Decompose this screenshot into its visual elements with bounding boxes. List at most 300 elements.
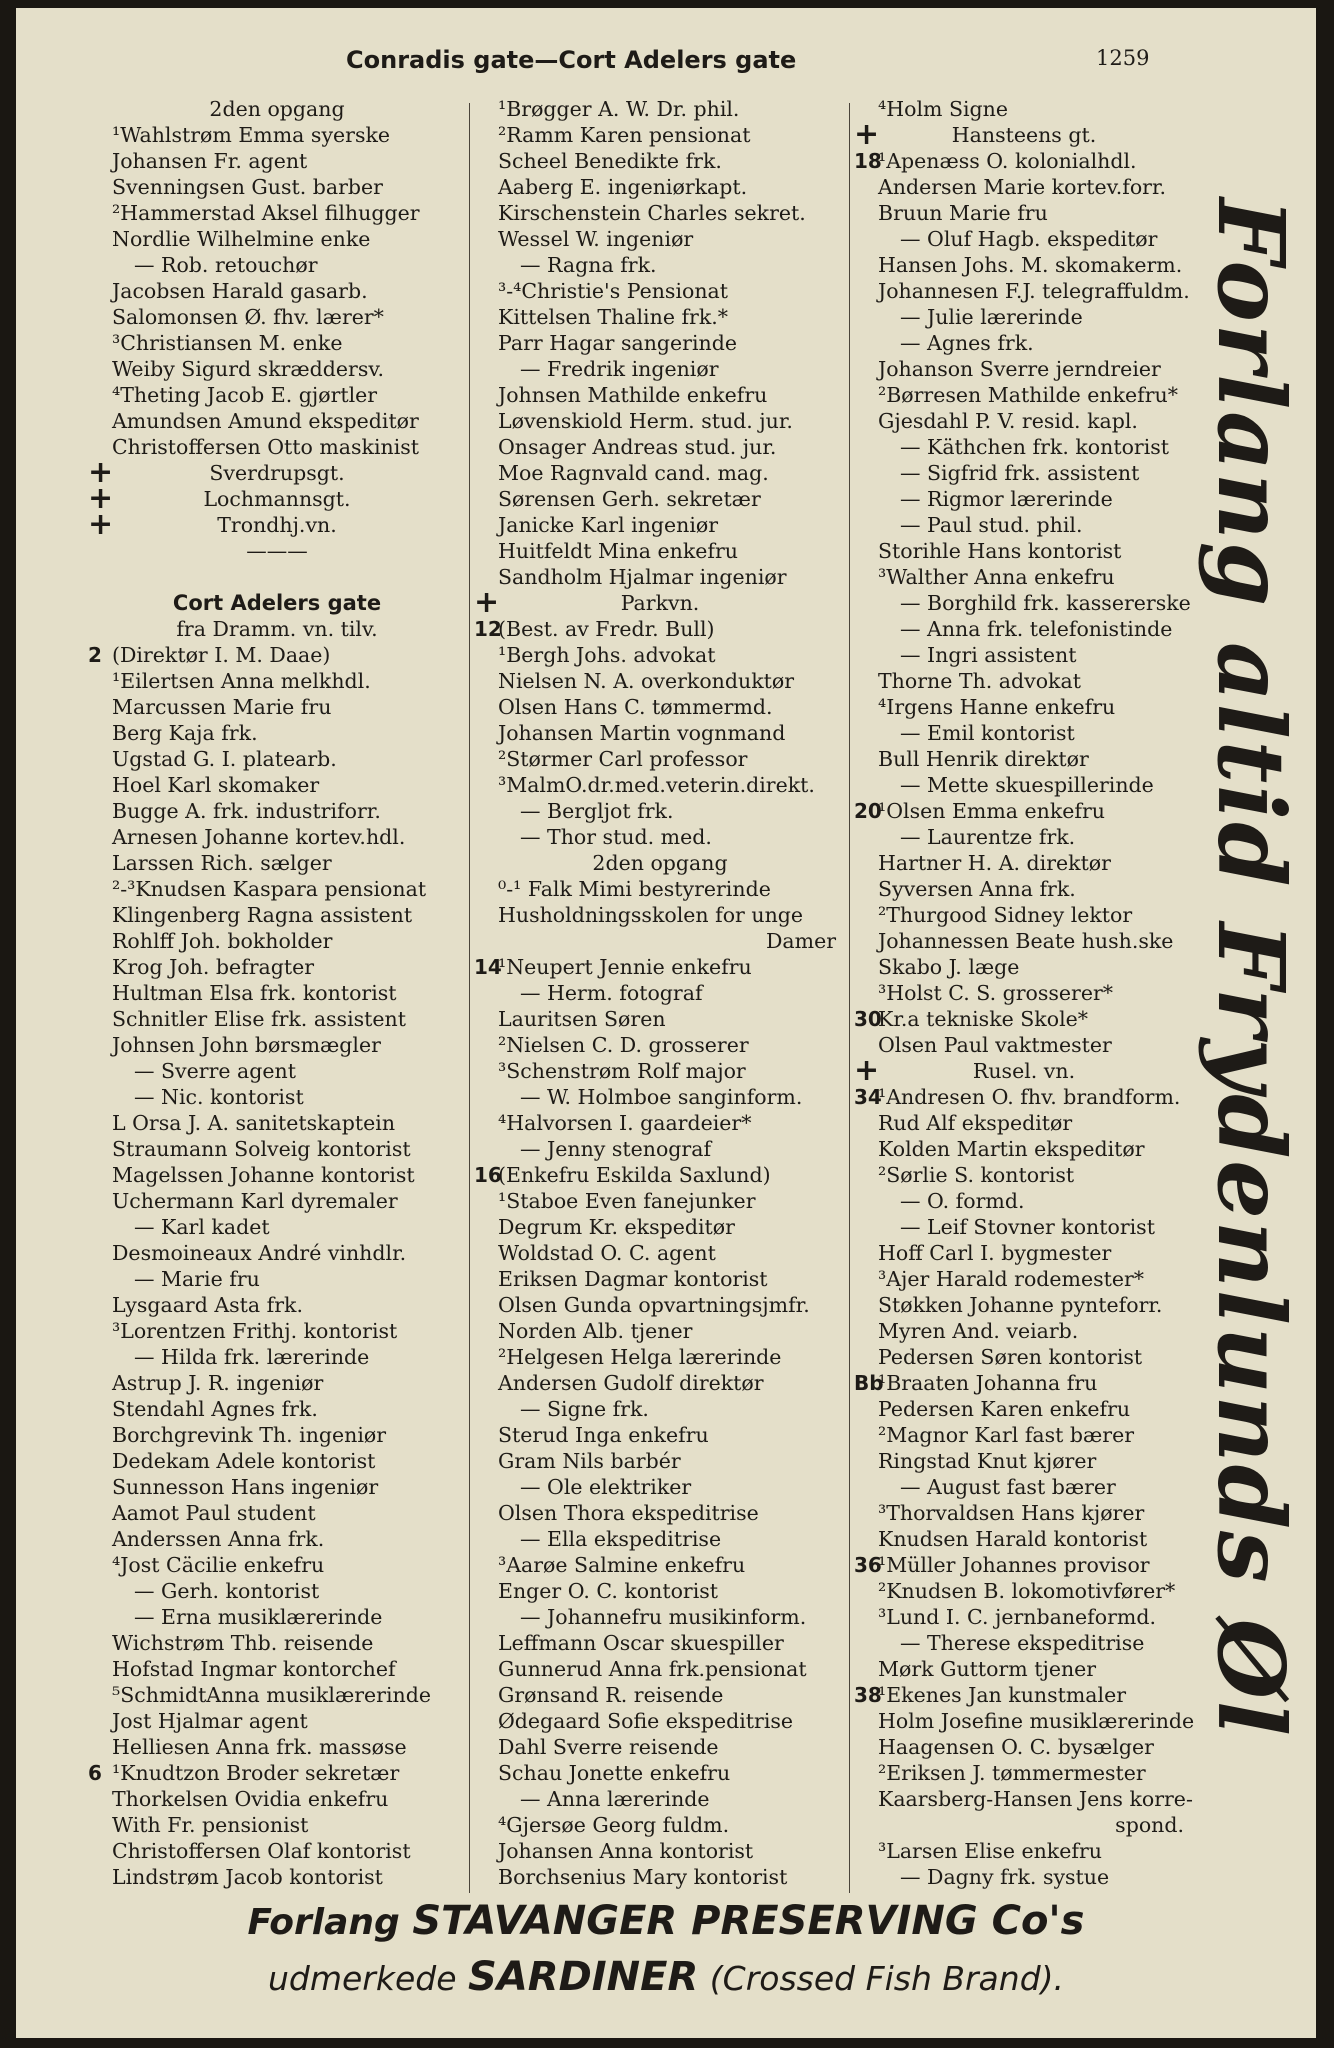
entry-text: — Leif Stovner kontorist bbox=[900, 1215, 1155, 1239]
directory-entry bbox=[88, 1786, 466, 1812]
directory-entry bbox=[88, 1734, 466, 1760]
directory-entry bbox=[88, 980, 466, 1006]
directory-entry bbox=[88, 278, 466, 304]
directory-entry bbox=[854, 1864, 1194, 1890]
column-2 bbox=[474, 96, 846, 1896]
footer-ad-line-1 bbox=[16, 1898, 1316, 1944]
house-number: 2 bbox=[88, 643, 102, 667]
house-number: 30 bbox=[854, 1007, 882, 1031]
entry-text: Svenningsen Gust. barber bbox=[112, 175, 383, 199]
entry-text: Hansteens gt. bbox=[951, 123, 1097, 147]
entry-text: — Bergljot frk. bbox=[520, 799, 674, 823]
entry-text: Johannesen F.J. telegraffuldm. bbox=[878, 279, 1190, 303]
entry-text: ¹Andresen O. fhv. brandform. bbox=[878, 1085, 1181, 1109]
entry-text: Hultman Elsa frk. kontorist bbox=[112, 981, 397, 1005]
entry-text: — Borghild frk. kassererske bbox=[900, 591, 1191, 615]
directory-entry bbox=[854, 1708, 1194, 1734]
entry-text: Huitfeldt Mina enkefru bbox=[498, 539, 738, 563]
entry-text: ²Helgesen Helga lærerinde bbox=[498, 1345, 782, 1369]
directory-entry bbox=[854, 148, 1194, 174]
entry-text: ¹Wahlstrøm Emma syerske bbox=[112, 123, 391, 147]
entry-text: Bruun Marie fru bbox=[878, 201, 1048, 225]
directory-entry bbox=[854, 668, 1194, 694]
entry-text: Arnesen Johanne kortev.hdl. bbox=[112, 825, 406, 849]
entry-text: Thorne Th. advokat bbox=[878, 669, 1081, 693]
entry-text: Magelssen Johanne kontorist bbox=[112, 1163, 415, 1187]
entry-text: — Ella ekspeditrise bbox=[520, 1527, 722, 1551]
house-number: 36 bbox=[854, 1553, 882, 1577]
directory-entry bbox=[854, 1474, 1194, 1500]
entry-text: — Therese ekspeditrise bbox=[900, 1631, 1145, 1655]
directory-entry bbox=[88, 1396, 466, 1422]
entry-text: Sverdrupsgt. bbox=[209, 461, 345, 485]
directory-entry bbox=[474, 850, 846, 876]
directory-entry bbox=[474, 902, 846, 928]
entry-text: — August fast bærer bbox=[900, 1475, 1116, 1499]
entry-text: Johanson Sverre jerndreier bbox=[878, 357, 1161, 381]
directory-entry bbox=[474, 668, 846, 694]
directory-entry bbox=[88, 876, 466, 902]
directory-entry bbox=[854, 876, 1194, 902]
entry-text: Cort Adelers gate bbox=[172, 591, 382, 615]
entry-text: ¹Neupert Jennie enkefru bbox=[498, 955, 752, 979]
entry-text: — Käthchen frk. kontorist bbox=[900, 435, 1170, 459]
entry-text: Kolden Martin ekspeditør bbox=[878, 1137, 1145, 1161]
directory-entry bbox=[474, 1760, 846, 1786]
entry-text: ²Sørlie S. kontorist bbox=[878, 1163, 1075, 1187]
directory-entry bbox=[474, 564, 846, 590]
directory-entry bbox=[854, 642, 1194, 668]
footer-ad-prefix-2: udmerkede bbox=[267, 1959, 457, 1998]
directory-entry bbox=[88, 1500, 466, 1526]
entry-text: Uchermann Karl dyremaler bbox=[112, 1189, 398, 1213]
entry-text: Nordlie Wilhelmine enke bbox=[112, 227, 371, 251]
directory-entry bbox=[88, 616, 466, 642]
entry-text: Dahl Sverre reisende bbox=[498, 1735, 719, 1759]
house-number: 16 bbox=[474, 1163, 502, 1187]
directory-entry bbox=[854, 434, 1194, 460]
directory-entry bbox=[854, 1578, 1194, 1604]
entry-text: Helliesen Anna frk. massøse bbox=[112, 1735, 407, 1759]
directory-entry bbox=[854, 902, 1194, 928]
entry-text: Hansen Johs. M. skomakerm. bbox=[878, 253, 1183, 277]
directory-entry bbox=[474, 720, 846, 746]
directory-entry bbox=[854, 304, 1194, 330]
entry-text: ⁴Theting Jacob E. gjørtler bbox=[112, 383, 378, 407]
directory-entry bbox=[88, 512, 466, 538]
directory-entry bbox=[474, 1136, 846, 1162]
directory-entry bbox=[88, 252, 466, 278]
directory-entry bbox=[474, 1292, 846, 1318]
directory-entry bbox=[474, 1734, 846, 1760]
entry-text: — Nic. kontorist bbox=[134, 1085, 304, 1109]
entry-text: Hofstad Ingmar kontorchef bbox=[112, 1657, 396, 1681]
entry-text: Pedersen Søren kontorist bbox=[878, 1345, 1143, 1369]
directory-entry bbox=[474, 1682, 846, 1708]
directory-entry bbox=[474, 1318, 846, 1344]
directory-entry bbox=[474, 460, 846, 486]
directory-entry bbox=[474, 1058, 846, 1084]
entry-text: Moe Ragnvald cand. mag. bbox=[498, 461, 769, 485]
directory-entry bbox=[474, 330, 846, 356]
entry-text: — Julie lærerinde bbox=[900, 305, 1083, 329]
directory-entry bbox=[854, 278, 1194, 304]
entry-text: Krog Joh. befragter bbox=[112, 955, 315, 979]
entry-text: — Dagny frk. systue bbox=[900, 1865, 1110, 1889]
footer-ad-prefix: Forlang bbox=[247, 1902, 400, 1943]
entry-text: Johansen Anna kontorist bbox=[498, 1839, 754, 1863]
directory-entry bbox=[474, 96, 846, 122]
entry-text: — Marie fru bbox=[134, 1267, 260, 1291]
entry-text: ——— bbox=[246, 539, 308, 563]
directory-entry bbox=[854, 1266, 1194, 1292]
footer-ad-suffix: (Crossed Fish Brand). bbox=[709, 1959, 1064, 1998]
entry-text: — Fredrik ingeniør bbox=[520, 357, 719, 381]
entry-text: With Fr. pensionist bbox=[112, 1813, 309, 1837]
entry-text: Christoffersen Olaf kontorist bbox=[112, 1839, 411, 1863]
entry-text: ²-³Knudsen Kaspara pensionat bbox=[112, 877, 427, 901]
entry-text: Gjesdahl P. V. resid. kapl. bbox=[878, 409, 1138, 433]
directory-entry bbox=[474, 928, 846, 954]
directory-entry bbox=[854, 1032, 1194, 1058]
directory-entry bbox=[474, 954, 846, 980]
footer-ad-brand: STAVANGER PRESERVING Co's bbox=[412, 1898, 1085, 1944]
entry-text: — Ingri assistent bbox=[900, 643, 1077, 667]
directory-entry bbox=[474, 1214, 846, 1240]
directory-entry bbox=[88, 200, 466, 226]
directory-entry bbox=[474, 1656, 846, 1682]
directory-entry bbox=[854, 616, 1194, 642]
entry-text: L Orsa J. A. sanitetskaptein bbox=[112, 1111, 396, 1135]
entry-text: ⁰-¹ Falk Mimi bestyrerinde bbox=[498, 877, 771, 901]
entry-text: — Sverre agent bbox=[134, 1059, 296, 1083]
entry-text: Dedekam Adele kontorist bbox=[112, 1449, 376, 1473]
side-advertisement bbox=[1196, 198, 1306, 1738]
directory-entry bbox=[474, 876, 846, 902]
column-divider bbox=[849, 103, 850, 1893]
directory-entry bbox=[88, 1136, 466, 1162]
entry-text: Aamot Paul student bbox=[112, 1501, 316, 1525]
entry-text: — Agnes frk. bbox=[900, 331, 1034, 355]
entry-text: ²Ramm Karen pensionat bbox=[498, 123, 751, 147]
directory-entry bbox=[474, 1838, 846, 1864]
entry-text: Haagensen O. C. bysælger bbox=[878, 1735, 1154, 1759]
directory-entry bbox=[88, 746, 466, 772]
directory-entry bbox=[88, 1292, 466, 1318]
entry-text: Myren And. veiarb. bbox=[878, 1319, 1079, 1343]
directory-entry bbox=[88, 538, 466, 564]
entry-text: ³Walther Anna enkefru bbox=[878, 565, 1115, 589]
house-number: 14 bbox=[474, 955, 502, 979]
entry-text: ¹Müller Johannes provisor bbox=[878, 1553, 1150, 1577]
directory-entry bbox=[474, 1162, 846, 1188]
entry-text: Johannessen Beate hush.ske bbox=[878, 929, 1174, 953]
footer-ad-product: SARDINER bbox=[468, 1954, 699, 2000]
directory-entry bbox=[88, 1370, 466, 1396]
directory-entry bbox=[88, 1318, 466, 1344]
entry-text: Andersen Marie kortev.forr. bbox=[878, 175, 1167, 199]
entry-text: Johansen Fr. agent bbox=[112, 149, 308, 173]
entry-text: Holm Josefine musiklærerinde bbox=[878, 1709, 1194, 1733]
directory-entry bbox=[854, 720, 1194, 746]
directory-entry bbox=[854, 928, 1194, 954]
directory-entry bbox=[854, 590, 1194, 616]
directory-entry bbox=[474, 408, 846, 434]
entry-text: — Herm. fotograf bbox=[520, 981, 703, 1005]
house-number: 38 bbox=[854, 1683, 882, 1707]
directory-entry bbox=[854, 1370, 1194, 1396]
directory-entry bbox=[88, 1448, 466, 1474]
entry-text: Lauritsen Søren bbox=[498, 1007, 666, 1031]
entry-text: — Rigmor lærerinde bbox=[900, 487, 1113, 511]
directory-entry bbox=[88, 1006, 466, 1032]
directory-entry bbox=[474, 1110, 846, 1136]
entry-text: fra Dramm. vn. tilv. bbox=[176, 617, 378, 641]
directory-entry bbox=[854, 1526, 1194, 1552]
directory-entry bbox=[854, 772, 1194, 798]
directory-entry bbox=[854, 1734, 1194, 1760]
entry-text: Desmoineaux André vinhdlr. bbox=[112, 1241, 407, 1265]
directory-entry bbox=[474, 1396, 846, 1422]
directory-entry bbox=[88, 226, 466, 252]
entry-text: Kirschenstein Charles sekret. bbox=[498, 201, 806, 225]
directory-entry bbox=[854, 252, 1194, 278]
directory-entry bbox=[854, 746, 1194, 772]
entry-text: ⁴Gjersøe Georg fuldm. bbox=[498, 1813, 730, 1837]
entry-text: ³MalmO.dr.med.veterin.direkt. bbox=[498, 773, 815, 797]
directory-entry bbox=[854, 1422, 1194, 1448]
entry-text: Sterud Inga enkefru bbox=[498, 1423, 709, 1447]
footer-ad-line-2 bbox=[16, 1954, 1316, 2000]
entry-text: Lochmannsgt. bbox=[203, 487, 351, 511]
directory-entry bbox=[88, 304, 466, 330]
directory-entry bbox=[88, 330, 466, 356]
entry-text: Skabo J. læge bbox=[878, 955, 1020, 979]
directory-entry bbox=[88, 1084, 466, 1110]
house-number: 34 bbox=[854, 1085, 882, 1109]
entry-text: — Hilda frk. lærerinde bbox=[134, 1345, 370, 1369]
directory-entry bbox=[88, 1656, 466, 1682]
entry-text: Wichstrøm Thb. reisende bbox=[112, 1631, 374, 1655]
entry-text: ³Schenstrøm Rolf major bbox=[498, 1059, 746, 1083]
entry-text: Gunnerud Anna frk.pensionat bbox=[498, 1657, 807, 1681]
directory-entry bbox=[854, 1552, 1194, 1578]
street-crossing-icon: + bbox=[88, 460, 114, 486]
directory-entry bbox=[474, 1370, 846, 1396]
directory-entry bbox=[474, 1032, 846, 1058]
entry-text: Olsen Gunda opvartningsjmfr. bbox=[498, 1293, 810, 1317]
entry-text: Johansen Martin vognmand bbox=[498, 721, 786, 745]
entry-text: ¹Apenæss O. kolonialhdl. bbox=[878, 149, 1137, 173]
entry-text: Hoel Karl skomaker bbox=[112, 773, 320, 797]
directory-entry bbox=[474, 1448, 846, 1474]
directory-entry bbox=[88, 928, 466, 954]
directory-entry bbox=[474, 382, 846, 408]
directory-page bbox=[16, 8, 1316, 2038]
entry-text: Amundsen Amund ekspeditør bbox=[112, 409, 419, 433]
street-crossing-icon: + bbox=[88, 486, 114, 512]
directory-entry bbox=[474, 122, 846, 148]
directory-entry bbox=[88, 824, 466, 850]
entry-text: Grønsand R. reisende bbox=[498, 1683, 724, 1707]
entry-text: 2den opgang bbox=[209, 97, 345, 121]
entry-text: Ringstad Knut kjører bbox=[878, 1449, 1097, 1473]
entry-text: Rud Alf ekspeditør bbox=[878, 1111, 1073, 1135]
entry-text: Sørensen Gerh. sekretær bbox=[498, 487, 761, 511]
entry-text: spond. bbox=[1115, 1813, 1184, 1837]
entry-text: ⁴Jost Cäcilie enkefru bbox=[112, 1553, 325, 1577]
entry-text: Rohlff Joh. bokholder bbox=[112, 929, 333, 953]
directory-entry bbox=[474, 798, 846, 824]
directory-entry bbox=[474, 434, 846, 460]
directory-entry bbox=[854, 1162, 1194, 1188]
entry-text: Olsen Hans C. tømmermd. bbox=[498, 695, 773, 719]
entry-text: ²Eriksen J. tømmermester bbox=[878, 1761, 1146, 1785]
directory-entry bbox=[474, 1188, 846, 1214]
entry-text: ²Nielsen C. D. grosserer bbox=[498, 1033, 749, 1057]
directory-entry bbox=[854, 1604, 1194, 1630]
column-1 bbox=[88, 96, 466, 1896]
directory-entry bbox=[854, 1344, 1194, 1370]
directory-entry bbox=[474, 200, 846, 226]
entry-text: Kaarsberg-Hansen Jens korre- bbox=[878, 1787, 1193, 1811]
entry-text: ¹Staboe Even fanejunker bbox=[498, 1189, 756, 1213]
directory-entry bbox=[854, 1110, 1194, 1136]
entry-text: Andersen Gudolf direktør bbox=[498, 1371, 764, 1395]
entry-text: ²Thurgood Sidney lektor bbox=[878, 903, 1133, 927]
directory-entry bbox=[88, 1344, 466, 1370]
directory-entry bbox=[474, 1604, 846, 1630]
directory-entry bbox=[854, 460, 1194, 486]
street-crossing-icon: + bbox=[474, 590, 500, 616]
column-3 bbox=[854, 96, 1194, 1896]
entry-text: ⁵SchmidtAnna musiklærerinde bbox=[112, 1683, 431, 1707]
entry-text: — Gerh. kontorist bbox=[134, 1579, 320, 1603]
entry-text: Sandholm Hjalmar ingeniør bbox=[498, 565, 787, 589]
entry-text: — O. formd. bbox=[900, 1189, 1025, 1213]
entry-text: Lysgaard Asta frk. bbox=[112, 1293, 303, 1317]
directory-entry bbox=[474, 1786, 846, 1812]
directory-entry bbox=[88, 1760, 466, 1786]
entry-text: Lindstrøm Jacob kontorist bbox=[112, 1865, 383, 1889]
footer-advertisement bbox=[16, 1898, 1316, 2028]
directory-entry bbox=[474, 174, 846, 200]
directory-entry bbox=[474, 1578, 846, 1604]
house-number: 18 bbox=[854, 149, 882, 173]
directory-entry bbox=[854, 850, 1194, 876]
directory-entry bbox=[88, 1682, 466, 1708]
directory-entry bbox=[88, 434, 466, 460]
directory-entry bbox=[88, 694, 466, 720]
directory-entry bbox=[88, 668, 466, 694]
entry-text: Olsen Thora ekspeditrise bbox=[498, 1501, 759, 1525]
directory-entry bbox=[474, 772, 846, 798]
entry-text: Borchgrevink Th. ingeniør bbox=[112, 1423, 387, 1447]
entry-text: — Karl kadet bbox=[134, 1215, 270, 1239]
entry-text: — Rob. retouchør bbox=[134, 253, 318, 277]
entry-text: Astrup J. R. ingeniør bbox=[112, 1371, 324, 1395]
directory-entry bbox=[88, 1578, 466, 1604]
directory-entry bbox=[854, 356, 1194, 382]
entry-text: — Laurentze frk. bbox=[900, 825, 1076, 849]
entry-text: — Anna frk. telefonistinde bbox=[900, 617, 1173, 641]
entry-text: Weiby Sigurd skræddersv. bbox=[112, 357, 385, 381]
entry-text: Kr.a tekniske Skole* bbox=[878, 1007, 1089, 1031]
entry-text: — Erna musiklærerinde bbox=[134, 1605, 383, 1629]
entry-text: Anderssen Anna frk. bbox=[112, 1527, 325, 1551]
directory-entry bbox=[474, 1552, 846, 1578]
directory-entry bbox=[854, 1240, 1194, 1266]
directory-entry bbox=[88, 1032, 466, 1058]
street-crossing-icon: + bbox=[88, 512, 114, 538]
entry-text: ³Holst C. S. grosserer* bbox=[878, 981, 1114, 1005]
entry-text: Thorkelsen Ovidia enkefru bbox=[112, 1787, 389, 1811]
entry-text: Nielsen N. A. overkonduktør bbox=[498, 669, 794, 693]
entry-text: Norden Alb. tjener bbox=[498, 1319, 693, 1343]
directory-entry bbox=[88, 642, 466, 668]
directory-entry bbox=[88, 1110, 466, 1136]
house-number: Bb bbox=[854, 1371, 884, 1395]
directory-entry bbox=[474, 356, 846, 382]
directory-entry bbox=[474, 538, 846, 564]
directory-entry bbox=[88, 1162, 466, 1188]
entry-text: ¹Knudtzon Broder sekretær bbox=[112, 1761, 400, 1785]
entry-text: Bugge A. frk. industriforr. bbox=[112, 799, 381, 823]
entry-text: — Oluf Hagb. ekspeditør bbox=[900, 227, 1158, 251]
entry-text: Schnitler Elise frk. assistent bbox=[112, 1007, 406, 1031]
entry-text: Stendahl Agnes frk. bbox=[112, 1397, 318, 1421]
directory-entry bbox=[88, 850, 466, 876]
street-crossing-icon: + bbox=[854, 1058, 880, 1084]
directory-entry bbox=[474, 226, 846, 252]
directory-entry bbox=[854, 174, 1194, 200]
entry-text: ¹Ekenes Jan kunstmaler bbox=[878, 1683, 1127, 1707]
house-number: 12 bbox=[474, 617, 502, 641]
directory-entry bbox=[474, 486, 846, 512]
directory-entry bbox=[854, 538, 1194, 564]
entry-text: Hoff Carl I. bygmester bbox=[878, 1241, 1112, 1265]
column-divider bbox=[469, 103, 470, 1893]
entry-text: Degrum Kr. ekspeditør bbox=[498, 1215, 735, 1239]
entry-text: Sunnesson Hans ingeniør bbox=[112, 1475, 379, 1499]
entry-text: Klingenberg Ragna assistent bbox=[112, 903, 413, 927]
directory-entry bbox=[474, 616, 846, 642]
directory-entry bbox=[474, 1864, 846, 1890]
entry-text: ¹Braaten Johanna fru bbox=[878, 1371, 1098, 1395]
entry-text: Aaberg E. ingeniørkapt. bbox=[498, 175, 748, 199]
directory-entry bbox=[88, 1552, 466, 1578]
directory-entry bbox=[854, 1682, 1194, 1708]
directory-entry bbox=[474, 694, 846, 720]
entry-text: Kittelsen Thaline frk.* bbox=[498, 305, 729, 329]
entry-text: ⁴Holm Signe bbox=[878, 97, 1009, 121]
directory-entry bbox=[854, 1006, 1194, 1032]
directory-entry bbox=[474, 980, 846, 1006]
directory-entry bbox=[854, 954, 1194, 980]
directory-entry bbox=[474, 1526, 846, 1552]
entry-text: — W. Holmboe sanginform. bbox=[520, 1085, 803, 1109]
entry-text: Jost Hjalmar agent bbox=[112, 1709, 308, 1733]
directory-entry bbox=[854, 1136, 1194, 1162]
directory-entry bbox=[88, 720, 466, 746]
directory-entry bbox=[854, 330, 1194, 356]
entry-text: ²Børresen Mathilde enkefru* bbox=[878, 383, 1178, 407]
entry-text: Ugstad G. I. platearb. bbox=[112, 747, 337, 771]
directory-entry bbox=[474, 1006, 846, 1032]
entry-text: (Enkefru Eskilda Saxlund) bbox=[498, 1163, 771, 1187]
side-ad-text: Forlang altid Frydenlunds Øl bbox=[1197, 198, 1305, 1738]
entry-text: Marcussen Marie fru bbox=[112, 695, 332, 719]
